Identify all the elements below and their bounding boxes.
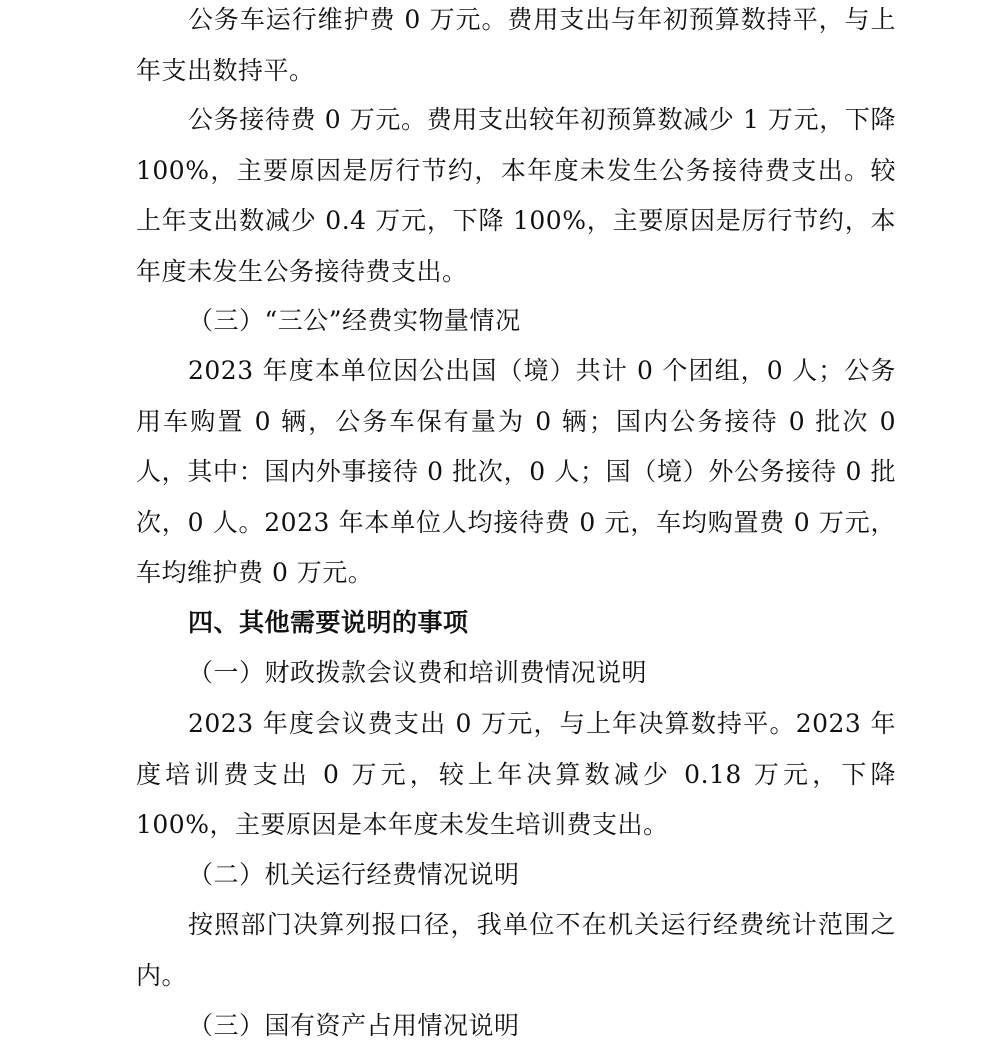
section-heading-other-matters: 四、其他需要说明的事项 [188,608,469,637]
paragraph-vehicle-maintenance: 公务车运行维护费 0 万元。费用支出与年初预算数持平，与上年支出数持平。 [136,5,896,85]
section-heading-physical-quantity: （三）“三公”经费实物量情况 [188,306,521,335]
section-heading-meeting-training: （一）财政拨款会议费和培训费情况说明 [188,658,648,687]
paragraph-reception-expense: 公务接待费 0 万元。费用支出较年初预算数减少 1 万元，下降 100%，主要原因是厉行节约，本年度未发生公务接待费支出。较上年支出数减少 0.4 万元，下降 100%，主要原因是厉行节约，本年度未发生公务接待费支出。 [136,105,896,286]
section-heading-state-assets: （三）国有资产占用情况说明 [188,1011,520,1040]
paragraph-operating-expense: 按照部门决算列报口径，我单位不在机关运行经费统计范围之内。 [136,910,896,990]
section-heading-operating-expense: （二）机关运行经费情况说明 [188,860,520,889]
paragraph-meeting-training: 2023 年度会议费支出 0 万元，与上年决算数持平。2023 年度培训费支出 0 万元，较上年决算数减少 0.18 万元，下降 100%，主要原因是本年度未发生培训费支出。 [136,709,896,839]
paragraph-physical-quantity: 2023 年度本单位因公出国（境）共计 0 个团组，0 人；公务用车购置 0 辆，公务车保有量为 0 辆；国内公务接待 0 批次 0 人，其中：国内外事接待 0 批次，0 人；国（境）外公务接待 0 批次，0 人。2023 年本单位人均接待费 0 元，车均购置费 0 万元，车均维护费 0 万元。 [136,356,896,587]
